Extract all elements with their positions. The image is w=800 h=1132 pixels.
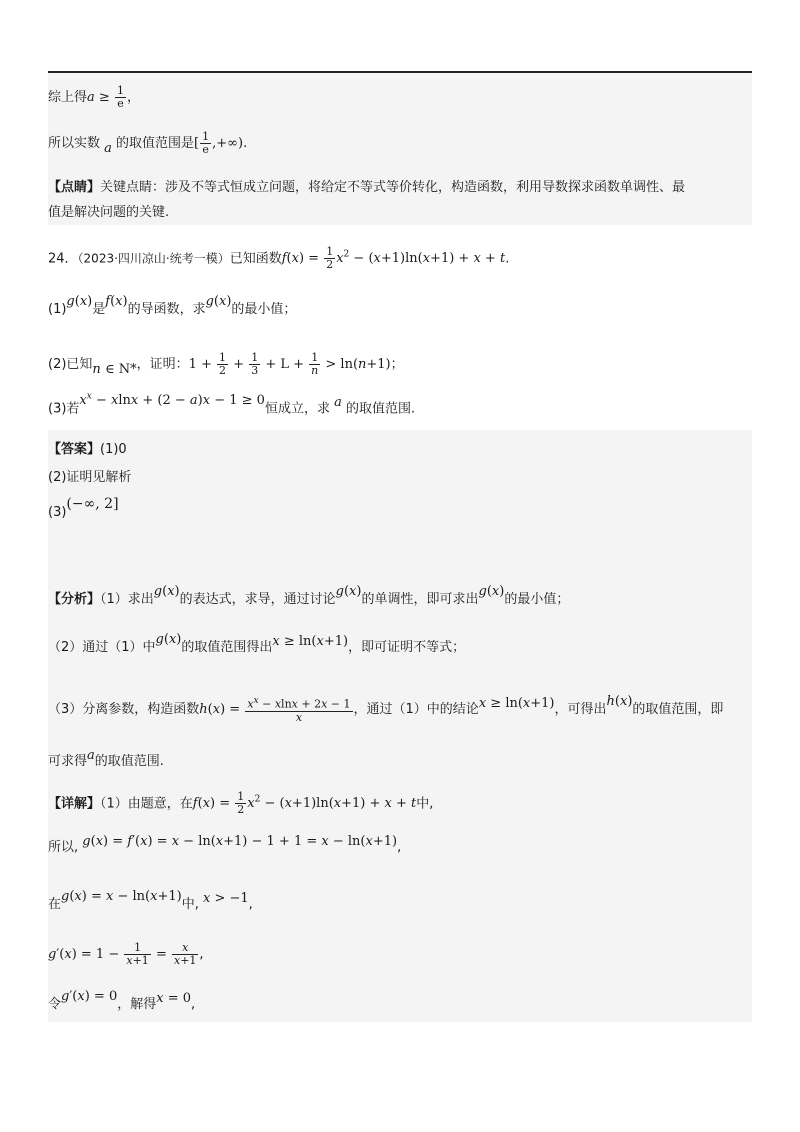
analysis-2: （2）通过（1）中g(x)的取值范围得出x ≥ ln(x+1)，即可证明不等式； bbox=[48, 632, 466, 655]
solution-block bbox=[48, 430, 752, 1022]
detail-3: 在g(x) = x − ln(x+1)中, x > −1, bbox=[48, 889, 253, 912]
problem-block bbox=[48, 225, 752, 430]
detail-1: 【详解】（1）由题意，在f(x) = $\frac{1}{2}$ $x^2 - (x+1)\ln(x+1) + x + t$中, bbox=[48, 790, 434, 817]
answer-line-2: (2)证明见解析 bbox=[48, 470, 132, 485]
comment-line-2: 值是解决问题的关键. bbox=[48, 205, 170, 220]
detail-2: 所以, g(x) = f′(x) = x − ln(x+1) − 1 + 1 = x − ln(x+1), bbox=[48, 834, 402, 855]
problem-stem: 24．（2023·四川凉山·统考一模）已知函数f(x) = $\frac{1}{2}$ $x^2 - (x+1)\ln(x+1) + x + t$. bbox=[48, 245, 510, 272]
part-2: (2)已知n ∈ N*，证明：1 + $\frac{1}{2}$ + $\frac{1}{3}$ + L + $\frac{1}{n}$ > ln(n+1)； bbox=[48, 351, 404, 377]
detail-4: g′(x) = 1 − $\frac{1}{x+1}$ = $\frac{x}{x+1}$ , bbox=[48, 941, 204, 967]
answer-line-3: (3)(−∞, 2] bbox=[48, 496, 119, 520]
summary-block bbox=[48, 73, 752, 225]
range-line: 所以实数 a 的取值范围是[ $\frac{1}{e}$ ,+∞). bbox=[48, 130, 248, 156]
answer-line-1: 【答案】(1)0 bbox=[48, 442, 127, 457]
detail-5: 令g′(x) = 0，解得x = 0, bbox=[48, 989, 196, 1012]
part-3: (3)若$x^x - xlnx + (2 - a)x - 1 \ge 0$恒成立，求 a 的取值范围. bbox=[48, 392, 416, 417]
analysis-1: 【分析】（1）求出g(x)的表达式，求导，通过讨论g(x)的单调性，即可求出g(x)的最小值； bbox=[48, 584, 570, 607]
analysis-3: （3）分离参数，构造函数h(x) = $\frac{x^x - xlnx + 2x - 1}{x}$ ，通过（1）中的结论x ≥ ln(x+1)，可得出h(x)的取值范围，即 bbox=[48, 693, 724, 724]
comment-line-1: 【点睛】关键点睛：涉及不等式恒成立问题，将给定不等式等价转化，构造函数，利用导数探求函数单调性、最 bbox=[48, 180, 686, 195]
analysis-4: 可求得a的取值范围. bbox=[48, 748, 164, 769]
part-1: (1)g(x)是f(x)的导函数，求g(x)的最小值； bbox=[48, 294, 297, 317]
conclusion-line: 综上得a ≥ $\frac{1}{e}$ ， bbox=[48, 84, 140, 110]
